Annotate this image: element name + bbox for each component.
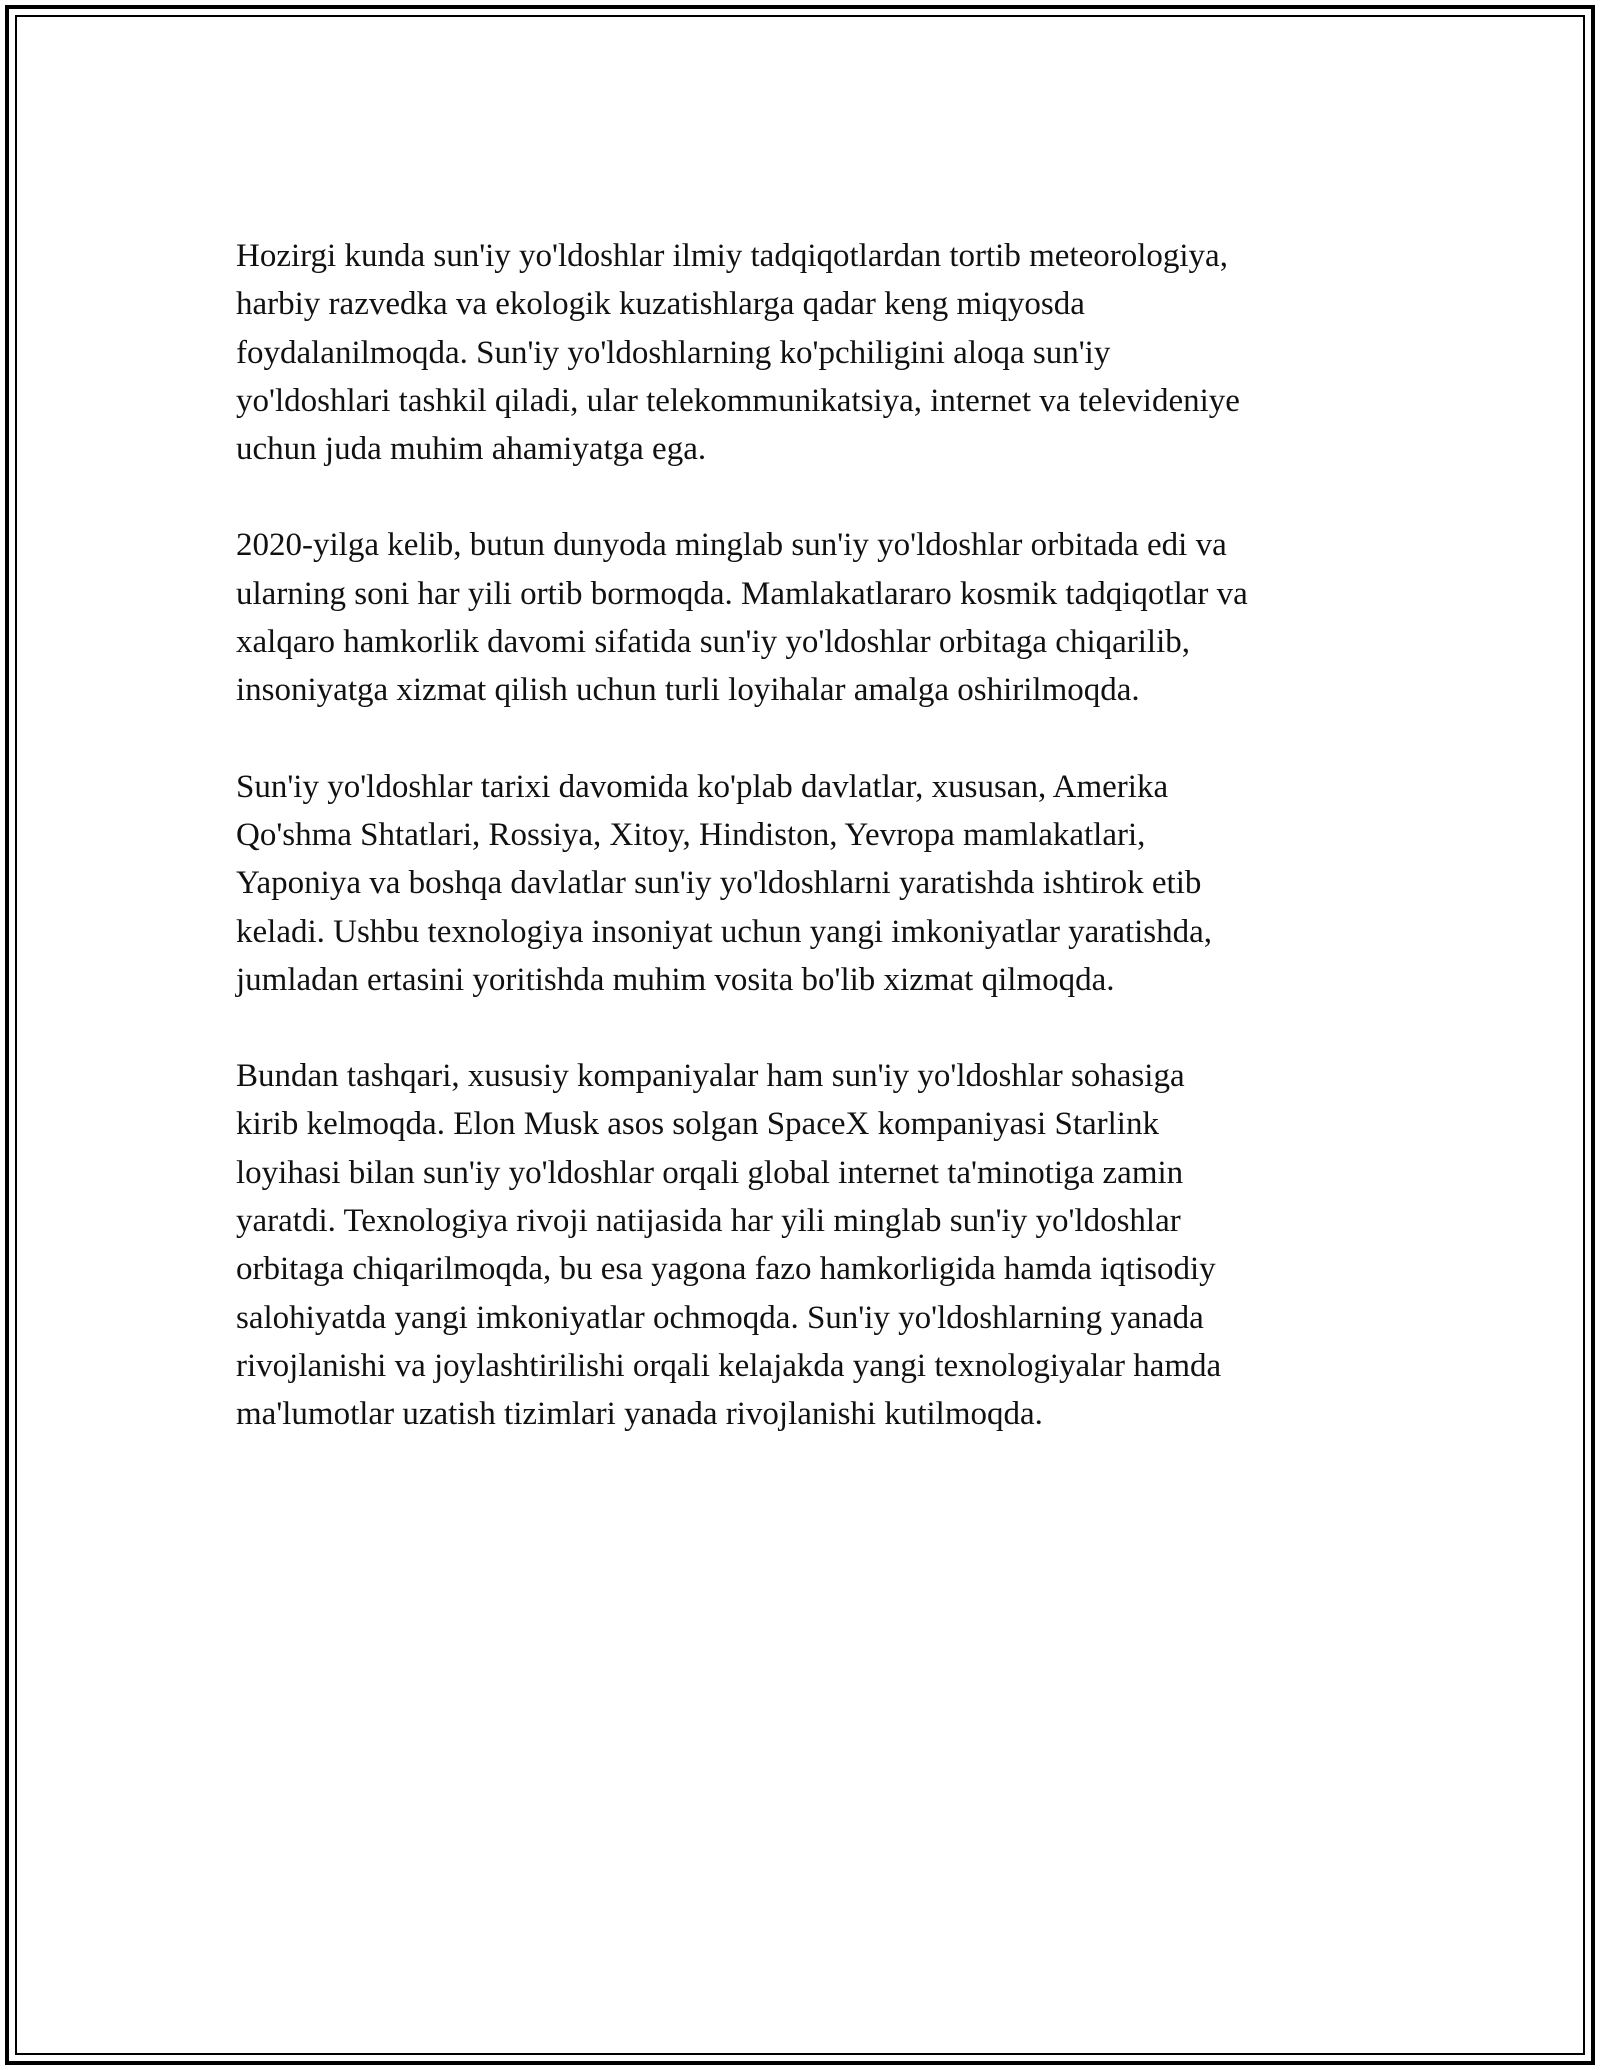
text-line: jumladan ertasini yoritishda muhim vosita bo'lib xizmat qilmoqda.	[236, 961, 1115, 998]
text-line: xalqaro hamkorlik davomi sifatida sun'iy yo'ldoshlar orbitaga chiqarilib,	[236, 624, 1191, 661]
text-line: orbitaga chiqarilmoqda, bu esa yagona fazo hamkorligida hamda iqtisodiy	[236, 1251, 1216, 1288]
paragraph-2	[236, 521, 1376, 714]
text-line: keladi. Ushbu texnologiya insoniyat uchun yangi imkoniyatlar yaratishda,	[236, 913, 1213, 950]
text-line: ularning soni har yili ortib bormoqda. Mamlakatlararo kosmik tadqiqotlar va	[236, 575, 1248, 612]
paragraph-4	[236, 1052, 1376, 1438]
text-line: ma'lumotlar uzatish tizimlari yanada rivojlanishi kutilmoqda.	[236, 1396, 1043, 1433]
text-line: kirib kelmoqda. Elon Musk asos solgan SpaceX kompaniyasi Starlink	[236, 1106, 1159, 1143]
text-line: foydalanilmoqda. Sun'iy yo'ldoshlarning ko'pchiligini aloqa sun'iy	[236, 334, 1111, 371]
text-line: salohiyatda yangi imkoniyatlar ochmoqda. Sun'iy yo'ldoshlarning yanada	[236, 1299, 1204, 1336]
text-line: harbiy razvedka va ekologik kuzatishlarga qadar keng miqyosda	[236, 286, 1085, 323]
text-line: loyihasi bilan sun'iy yo'ldoshlar orqali global internet ta'minotiga zamin	[236, 1154, 1184, 1191]
text-line: uchun juda muhim ahamiyatga ega.	[236, 431, 707, 468]
paragraph-1	[236, 232, 1376, 473]
text-line: yaratdi. Texnologiya rivoji natijasida har yili minglab sun'iy yo'ldoshlar	[236, 1203, 1181, 1240]
text-line: 2020-yilga kelib, butun dunyoda minglab sun'iy yo'ldoshlar orbitada edi va	[236, 527, 1227, 564]
text-line: Sun'iy yo'ldoshlar tarixi davomida ko'plab davlatlar, xususan, Amerika	[236, 768, 1169, 805]
document-body	[236, 232, 1376, 1487]
text-line: yo'ldoshlari tashkil qiladi, ular telekommunikatsiya, internet va televideniye	[236, 382, 1240, 419]
text-line: insoniyatga xizmat qilish uchun turli loyihalar amalga oshirilmoqda.	[236, 672, 1140, 709]
text-line: Hozirgi kunda sun'iy yo'ldoshlar ilmiy tadqiqotlardan tortib meteorologiya,	[236, 238, 1228, 274]
text-line: Qo'shma Shtatlari, Rossiya, Xitoy, Hindiston, Yevropa mamlakatlari,	[236, 816, 1146, 853]
text-line: Bundan tashqari, xususiy kompaniyalar ham sun'iy yo'ldoshlar sohasiga	[236, 1058, 1185, 1095]
paragraph-3	[236, 763, 1376, 1004]
text-line: rivojlanishi va joylashtirilishi orqali kelajakda yangi texnologiyalar hamda	[236, 1347, 1222, 1384]
text-line: Yaponiya va boshqa davlatlar sun'iy yo'ldoshlarni yaratishda ishtirok etib	[236, 865, 1202, 902]
